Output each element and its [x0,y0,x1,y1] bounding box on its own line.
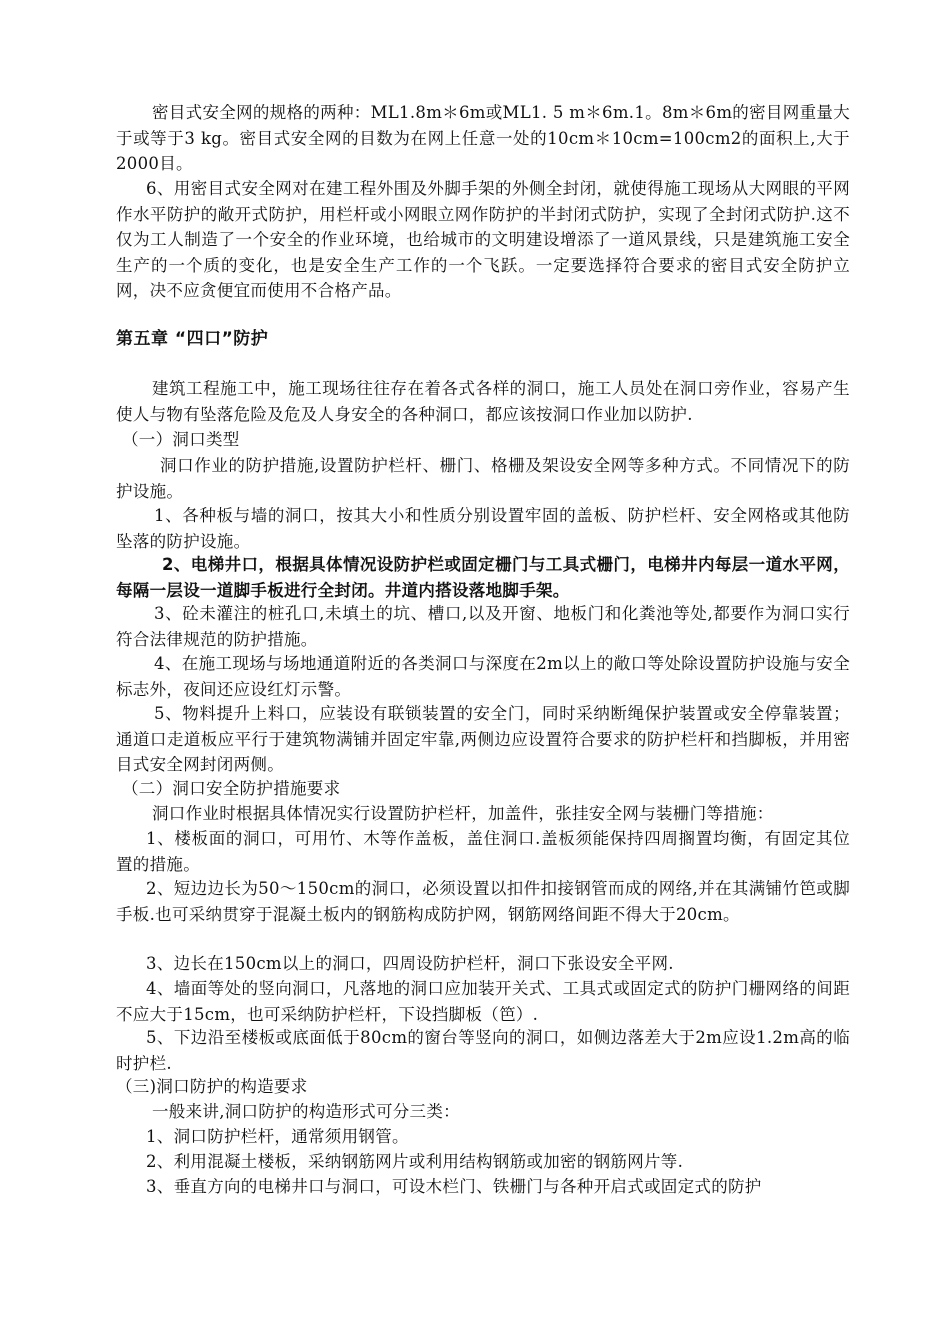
paragraph-intro: 建筑工程施工中，施工现场往往存在着各式各样的洞口，施工人员处在洞口旁作业，容易产生使人与物有坠落危险及危及人身安全的各种洞口，都应该按洞口作业加以防护. [116,379,850,424]
paragraph-construction-intro: 一般来讲,洞口防护的构造形式可分三类： [152,1102,460,1121]
paragraph-protective-measures: 洞口作业的防护措施,设置防护栏杆、栅门、格栅及架设安全网等多种方式。不同情况下的防护设施。 [116,456,850,501]
section-heading-construction-requirements: （三)洞口防护的构造要求 [116,1077,308,1096]
requirement-5-windowsill: 5、下边沿至楼板或底面低于80cm的窗台等竖向的洞口，如侧边落差大于2m应设1.2m高的临时护栏. [116,1028,850,1073]
list-item-5-material-hoist: 5、物料提升上料口，应装设有联锁装置的安全门，同时采纳断绳保护装置或安全停靠装置；通道口走道板应平行于建筑物满铺并固定牢靠,两侧边应设置符合要求的防护栏杆和挡脚板，并用密目式安全网封闭两侧。 [116,704,850,774]
section-heading-opening-types: （一）洞口类型 [122,430,240,449]
chapter-heading: 第五章 “四口”防护 [116,329,269,349]
paragraph-full-enclosure: 6、用密目式安全网对在建工程外围及外脚手架的外侧全封闭，就使得施工现场从大网眼的平网作水平防护的敞开式防护，用栏杆或小网眼立网作防护的半封闭式防护，实现了全封闭式防护.这不仅为工人制造了一个安全的作业环境，也给城市的文明建设增添了一道风景线，只是建筑施工安全生产的一个质的变化，也是安全生产工作的一个飞跃。一定要选择符合要求的密目式安全防护立网，决不应贪便宜而使用不合格产品。 [116,179,850,300]
requirement-2-short-side: 2、短边边长为50～150cm的洞口，必须设置以扣件扣接钢管而成的网络,并在其满铺竹笆或脚手板.也可采纳贯穿于混凝土板内的钢筋构成防护网，钢筋网络间距不得大于20cm。 [116,879,850,924]
paragraph-net-specification: 密目式安全网的规格的两种：ML1.8m＊6m或ML1. 5 m＊6m.1。8m＊6m的密目网重量大于或等于3 kg。密目式安全网的目数为在网上任意一处的10cm＊10cm=100cm2的面积上,大于2000目。 [116,103,850,173]
requirement-1-floor-openings: 1、楼板面的洞口，可用竹、木等作盖板，盖住洞口.盖板须能保持四周搁置均衡，有固定其位置的措施。 [116,829,850,874]
list-item-3-pile-holes: 3、砼未灌注的桩孔口,未填土的坑、槽口,以及开窗、地板门和化粪池等处,都要作为洞口实行符合法律规范的防护措施。 [116,604,850,649]
list-item-4-site-openings: 4、在施工现场与场地通道附近的各类洞口与深度在2m以上的敞口等处除设置防护设施与安全标志外，夜间还应设红灯示警。 [116,654,850,699]
requirement-4-vertical-openings: 4、墙面等处的竖向洞口，凡落地的洞口应加装开关式、工具式或固定式的防护门栅网络的间距不应大于15cm，也可采纳防护栏杆，下设挡脚板（笆）. [116,979,850,1024]
requirement-3-long-side: 3、边长在150cm以上的洞口，四周设防护栏杆，洞口下张设安全平网. [146,954,674,973]
construction-type-3: 3、垂直方向的电梯井口与洞口，可设木栏门、铁栅门与各种开启式或固定式的防护 [146,1177,762,1196]
construction-type-2: 2、利用混凝土楼板，采纳钢筋网片或利用结构钢筋或加密的钢筋网片等. [146,1152,684,1171]
paragraph-requirements-intro: 洞口作业时根据具体情况实行设置防护栏杆，加盖件，张挂安全网与装栅门等措施： [152,804,774,823]
construction-type-1: 1、洞口防护栏杆，通常须用钢管。 [146,1127,409,1146]
list-item-2-elevator-shaft: 2、电梯井口，根据具体情况设防护栏或固定栅门与工具式栅门，电梯井内每层一道水平网，每隔一层设一道脚手板进行全封闭。井道内搭设落地脚手架。 [116,555,850,600]
list-item-1-slab-wall-openings: 1、各种板与墙的洞口，按其大小和性质分别设置牢固的盖板、防护栏杆、安全网格或其他防坠落的防护设施。 [116,506,850,551]
section-heading-safety-requirements: （二）洞口安全防护措施要求 [122,779,341,798]
